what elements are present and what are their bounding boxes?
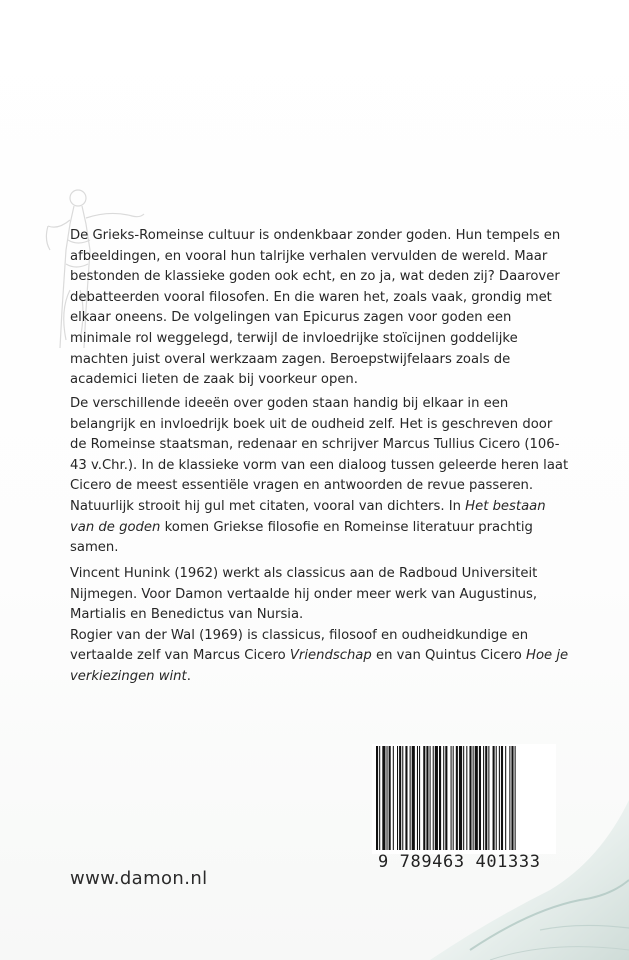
barcode-bar — [493, 746, 495, 850]
barcode-bar — [483, 746, 484, 850]
barcode-bar — [469, 746, 471, 850]
paragraph-part: komen Griekse filosofie en Romeinse literatuur prachtig samen. — [70, 519, 533, 556]
barcode-bar — [430, 746, 431, 850]
barcode-bar — [419, 746, 420, 850]
book-title: Hoe je verkiezingen wint — [70, 648, 569, 684]
barcode-bar — [456, 746, 458, 850]
barcode-bar — [426, 746, 428, 850]
barcode-bar — [435, 746, 438, 850]
paragraph-part: . — [186, 668, 191, 684]
barcode-bar — [423, 746, 425, 850]
barcode-bar — [405, 746, 407, 850]
paragraph-part: Rogier van der Wal (1969) is classicus, filosoof en oudheidkundige en vertaalde zelf van Marcus Cicero — [70, 627, 529, 664]
barcode-bar — [501, 746, 503, 850]
barcode-bar — [485, 746, 487, 850]
book-title: Het bestaan van de goden — [70, 498, 546, 535]
publisher-website: www.damon.nl — [70, 868, 208, 889]
barcode-bar — [475, 746, 478, 850]
barcode-bar — [393, 746, 394, 850]
barcode-bar — [433, 746, 434, 850]
barcode-area — [372, 744, 556, 854]
barcode-bar — [499, 746, 500, 850]
barcode-bar — [505, 746, 506, 850]
barcode-bar — [399, 746, 401, 850]
paragraph-text: De Grieks-Romeinse cultuur is ondenkbaar zonder goden. Hun tempels en afbeeldingen, en vooral hun talrijke verhalen vervulden de wereld. Maar bestonden de klassieke goden ook echt, en zo ja, wat deden zij? Daarover debatteerden vooral filosofen. En die waren het, zoals vaak, grondig met elkaar oneens. De volgelingen van Epicurus zagen voor goden een minimale rol weggelegd, terwijl de invloedrijke stoïcijnen goddelijke machten juist overal werkzaam zagen. Beroepstwijfelaars zoals de academici lieten de zaak bij voorkeur open. — [70, 228, 561, 388]
barcode-bar — [402, 746, 403, 850]
barcode-bar — [451, 746, 452, 850]
barcode-bar — [453, 746, 454, 850]
barcode-bar — [466, 746, 467, 850]
barcode-bar — [473, 746, 474, 850]
paragraph-text — [70, 394, 570, 559]
barcode-bar — [410, 746, 411, 850]
translator-1-bio: Vincent Hunink (1962) werkt als classicus aan de Radboud Universiteit Nijmegen. Voor Damon vertaalde hij onder meer werk van Augustinus, Martialis en Benedictus van Nursia. — [70, 566, 538, 623]
barcode-bar — [479, 746, 481, 850]
paragraph-part: en van Quintus Cicero — [371, 648, 527, 664]
barcode-bar — [463, 746, 464, 850]
barcode-bar — [509, 746, 510, 850]
barcode-bar — [445, 746, 447, 850]
barcode-bar — [459, 746, 462, 850]
translators-paragraph — [70, 564, 570, 688]
barcode-bar — [496, 746, 497, 850]
barcode-bar — [511, 746, 513, 850]
barcode-bar — [382, 746, 385, 850]
barcode-bar — [515, 746, 516, 850]
barcode-bar — [376, 746, 378, 850]
barcode-bar — [417, 746, 418, 850]
barcode-bar — [443, 746, 444, 850]
description-paragraph-2 — [70, 394, 570, 559]
isbn-number: 9 789463 401333 — [378, 852, 541, 872]
barcode-bar — [379, 746, 380, 850]
barcode-bar — [412, 746, 415, 850]
book-title: Vriendschap — [289, 648, 372, 664]
barcode-bar — [397, 746, 398, 850]
paragraph-part: De verschillende ideeën over goden staan handig bij elkaar in een belangrijk en invloedrijk boek uit de oudheid zelf. Het is geschreven door de Romeinse staatsman, redenaar en schrijver Marcus Tullius Cicero (106-43 v.Chr.). In de klassieke vorm van een dialoog tussen geleerde heren laat Cicero de meest essentiële vragen en antwoorden de revue passeren. Natuurlijk strooit hij gul met citaten, vooral van dichters. In — [70, 396, 569, 514]
barcode-bar — [488, 746, 489, 850]
barcode-bar — [387, 746, 388, 850]
barcode-icon — [372, 744, 556, 854]
description-paragraph-1 — [70, 226, 570, 391]
barcode-bar — [439, 746, 441, 850]
translator-2-bio — [70, 626, 570, 688]
barcode-bar — [389, 746, 391, 850]
